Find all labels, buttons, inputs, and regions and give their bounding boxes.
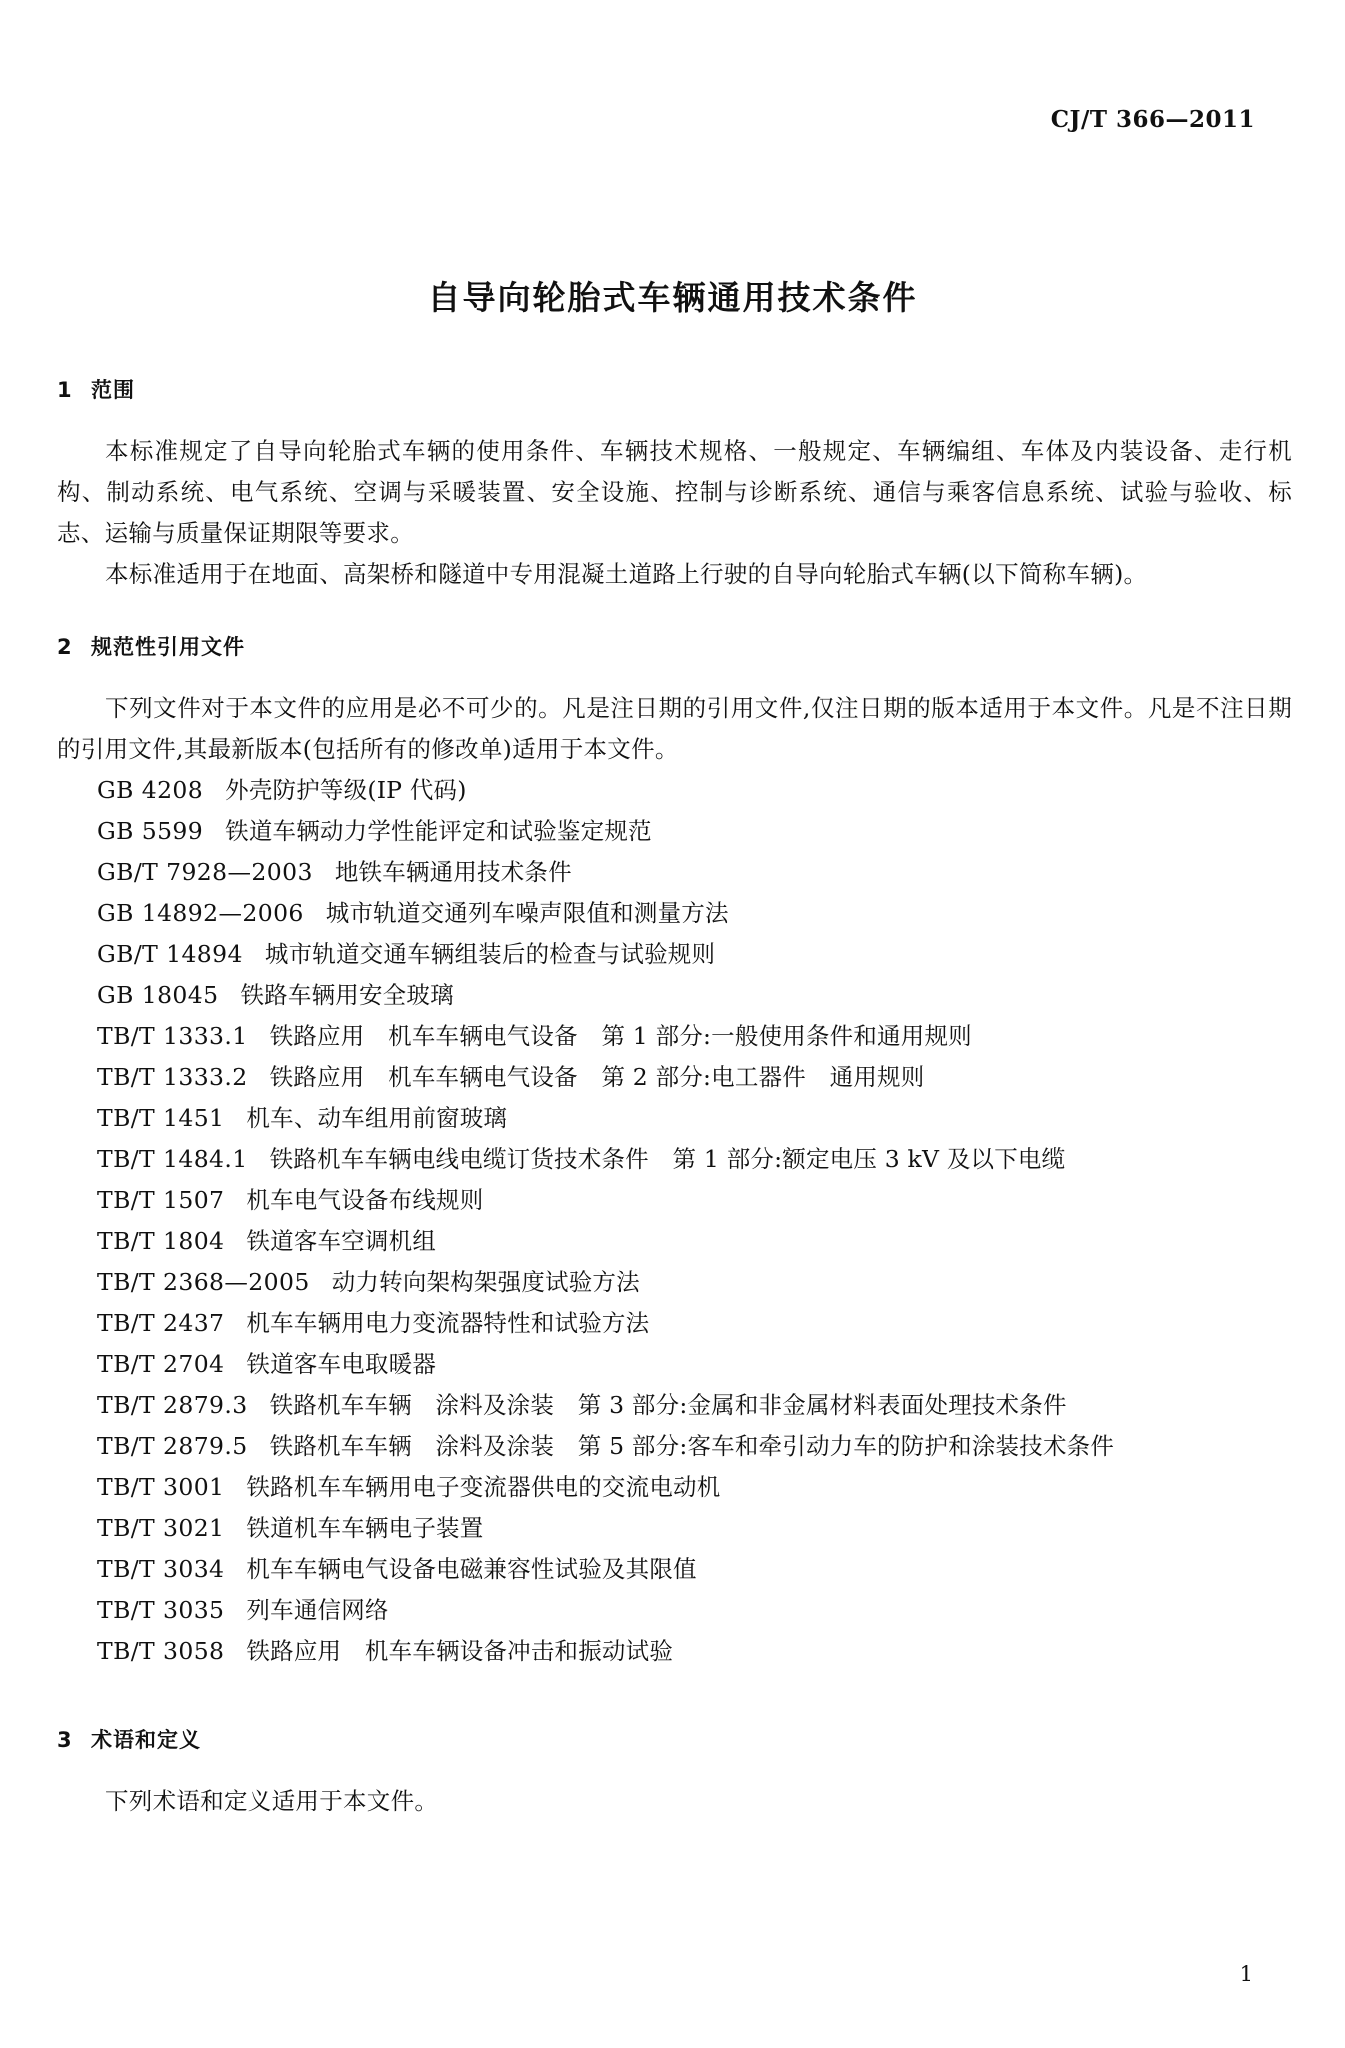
reference-title: 铁道客车电取暖器 (246, 1350, 437, 1378)
reference-item (97, 811, 1292, 852)
reference-item (97, 1508, 1292, 1549)
reference-item (97, 1057, 1292, 1098)
reference-title: 外壳防护等级(IP 代码) (225, 776, 467, 804)
clause-1-heading (57, 380, 1292, 401)
reference-title: 铁路应用 机车车辆设备冲击和振动试验 (246, 1637, 674, 1665)
reference-title: 机车、动车组用前窗玻璃 (246, 1104, 508, 1132)
reference-code: TB/T 1484.1 (97, 1145, 248, 1173)
page-number: 1 (1239, 1962, 1253, 1986)
reference-item (97, 1180, 1292, 1221)
document-body (57, 380, 1292, 1822)
reference-title: 铁路应用 机车车辆电气设备 第 1 部分:一般使用条件和通用规则 (269, 1022, 972, 1050)
normative-reference-list (57, 770, 1292, 1672)
reference-title: 铁路机车车辆电线电缆订货技术条件 第 1 部分:额定电压 3 kV 及以下电缆 (269, 1145, 1066, 1173)
reference-item (97, 1098, 1292, 1139)
reference-code: TB/T 3058 (97, 1637, 225, 1665)
reference-title: 列车通信网络 (246, 1596, 389, 1624)
clause-3-title: 术语和定义 (91, 1728, 201, 1752)
reference-code: TB/T 2879.3 (97, 1391, 248, 1419)
reference-title: 机车电气设备布线规则 (246, 1186, 484, 1214)
clause-1-number: 1 (57, 378, 73, 402)
reference-item (97, 1262, 1292, 1303)
reference-item (97, 975, 1292, 1016)
reference-title: 动力转向架构架强度试验方法 (331, 1268, 640, 1296)
reference-code: TB/T 3001 (97, 1473, 225, 1501)
reference-title: 地铁车辆通用技术条件 (334, 858, 572, 886)
spacer (57, 1751, 1292, 1781)
clause-1-paragraph-2: 本标准适用于在地面、高架桥和隧道中专用混凝土道路上行驶的自导向轮胎式车辆(以下简称车辆)。 (105, 560, 1148, 588)
clause-1-paragraph-1: 本标准规定了自导向轮胎式车辆的使用条件、车辆技术规格、一般规定、车辆编组、车体及内装设备、走行机构、制动系统、电气系统、空调与采暖装置、安全设施、控制与诊断系统、通信与乘客信息系统、试验与验收、标志、运输与质量保证期限等要求。 (57, 437, 1292, 547)
spacer (57, 1672, 1292, 1730)
reference-item (97, 770, 1292, 811)
clause-1-title: 范围 (91, 378, 135, 402)
reference-item (97, 1221, 1292, 1262)
reference-title: 机车车辆电气设备电磁兼容性试验及其限值 (246, 1555, 697, 1583)
reference-code: GB/T 14894 (97, 940, 243, 968)
clause-2-number: 2 (57, 635, 73, 659)
reference-item (97, 1631, 1292, 1672)
reference-title: 城市轨道交通车辆组装后的检查与试验规则 (264, 940, 716, 968)
reference-title: 机车车辆用电力变流器特性和试验方法 (246, 1309, 650, 1337)
reference-item (97, 1385, 1292, 1426)
reference-title: 铁道机车车辆电子装置 (246, 1514, 484, 1542)
spacer (57, 595, 1292, 637)
reference-title: 铁道车辆动力学性能评定和试验鉴定规范 (225, 817, 652, 845)
reference-code: TB/T 1451 (97, 1104, 225, 1132)
reference-item (97, 893, 1292, 934)
reference-item (97, 1549, 1292, 1590)
reference-item (97, 1590, 1292, 1631)
reference-code: GB/T 7928—2003 (97, 858, 313, 886)
spacer (57, 658, 1292, 688)
reference-title: 铁路机车车辆用电子变流器供电的交流电动机 (246, 1473, 721, 1501)
reference-item (97, 1426, 1292, 1467)
clause-3-number: 3 (57, 1728, 73, 1752)
reference-title: 铁道客车空调机组 (246, 1227, 437, 1255)
clause-2-paragraph-1: 下列文件对于本文件的应用是必不可少的。凡是注日期的引用文件,仅注日期的版本适用于本文件。凡是不注日期的引用文件,其最新版本(包括所有的修改单)适用于本文件。 (57, 694, 1292, 763)
reference-code: TB/T 2879.5 (97, 1432, 248, 1460)
reference-code: TB/T 2368—2005 (97, 1268, 310, 1296)
reference-code: TB/T 1333.1 (97, 1022, 248, 1050)
reference-code: TB/T 1507 (97, 1186, 225, 1214)
reference-item (97, 1467, 1292, 1508)
clause-3-paragraph-1: 下列术语和定义适用于本文件。 (105, 1787, 439, 1815)
reference-item (97, 1303, 1292, 1344)
reference-title: 城市轨道交通列车噪声限值和测量方法 (325, 899, 729, 927)
reference-code: TB/T 1804 (97, 1227, 225, 1255)
reference-code: TB/T 1333.2 (97, 1063, 248, 1091)
reference-title: 铁路车辆用安全玻璃 (240, 981, 454, 1009)
clause-3-heading (57, 1730, 1292, 1751)
reference-code: GB 5599 (97, 817, 204, 845)
running-header-standard-code: CJ/T 366—2011 (1050, 106, 1255, 133)
reference-item (97, 1139, 1292, 1180)
reference-code: GB 18045 (97, 981, 219, 1009)
clause-2-title: 规范性引用文件 (91, 635, 245, 659)
reference-code: TB/T 3035 (97, 1596, 225, 1624)
reference-code: TB/T 2437 (97, 1309, 225, 1337)
reference-code: GB 4208 (97, 776, 204, 804)
reference-item (97, 1016, 1292, 1057)
reference-code: TB/T 3034 (97, 1555, 225, 1583)
reference-item (97, 934, 1292, 975)
reference-title: 铁路机车车辆 涂料及涂装 第 3 部分:金属和非金属材料表面处理技术条件 (269, 1391, 1067, 1419)
clause-2-heading (57, 637, 1292, 658)
reference-item (97, 852, 1292, 893)
reference-code: GB 14892—2006 (97, 899, 304, 927)
reference-title: 铁路应用 机车车辆电气设备 第 2 部分:电工器件 通用规则 (269, 1063, 925, 1091)
spacer (57, 401, 1292, 431)
reference-title: 铁路机车车辆 涂料及涂装 第 5 部分:客车和牵引动力车的防护和涂装技术条件 (269, 1432, 1115, 1460)
document-title: 自导向轮胎式车辆通用技术条件 (427, 278, 918, 317)
reference-item (97, 1344, 1292, 1385)
reference-code: TB/T 2704 (97, 1350, 225, 1378)
reference-code: TB/T 3021 (97, 1514, 225, 1542)
